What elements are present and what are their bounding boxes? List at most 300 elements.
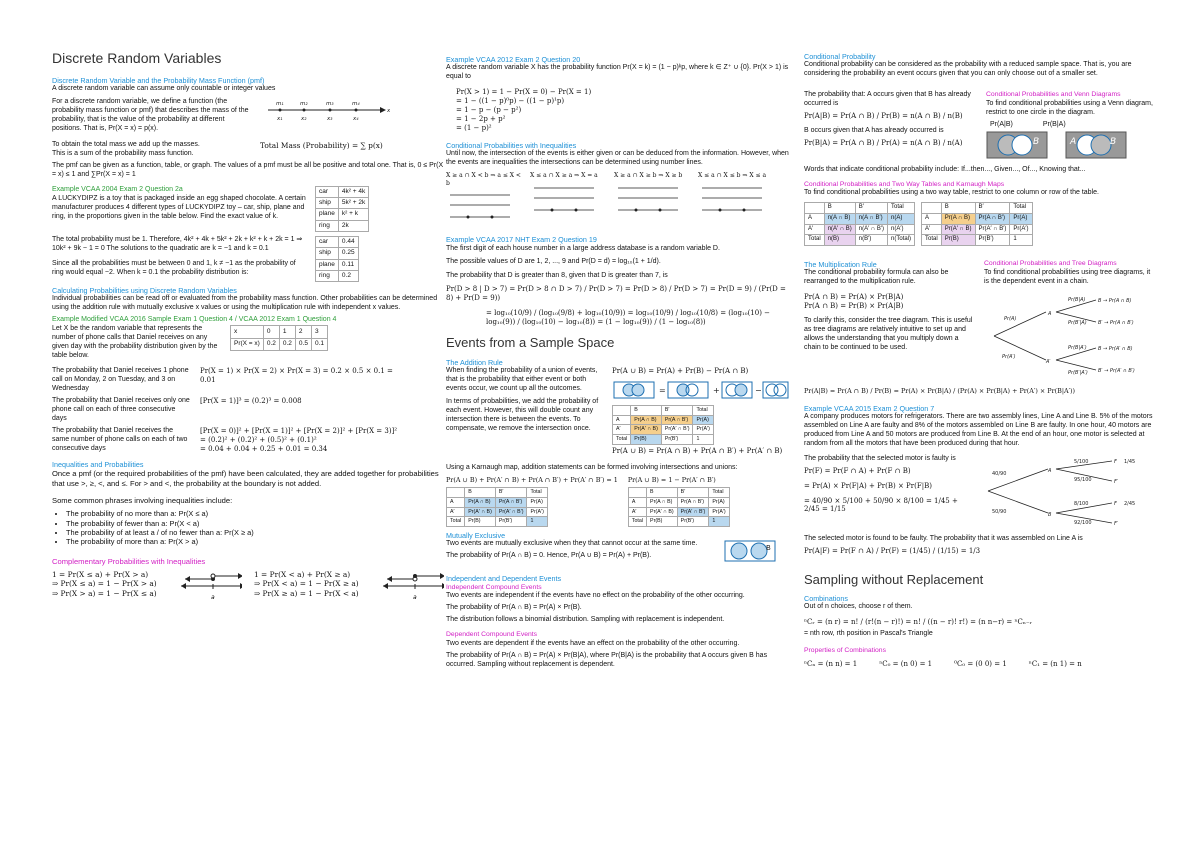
example-2-answer-c-1: [Pr(X = 0)]² + [Pr(X = 1)]² + [Pr(X = 2)]² + [Pr(X = 3)]² bbox=[200, 426, 398, 435]
two-way-probs-header-row bbox=[922, 203, 1033, 214]
luckydipz-value-cell: 0.2 bbox=[338, 270, 358, 281]
svg-text:Pr(B′|A): Pr(B′|A) bbox=[1068, 319, 1087, 326]
complement-left-line: ⇒ Pr(X ≤ a) = 1 − Pr(X > a) bbox=[52, 579, 157, 589]
dependent-text-1: Two events are dependent if the events have an effect on the probability of the other occurring. bbox=[446, 639, 740, 647]
phone-calls-cell: 0.1 bbox=[311, 338, 327, 351]
independent-text-2: The probability of Pr(A ∩ B) = Pr(A) × Pr(B). bbox=[446, 604, 582, 612]
combinations-formula: ⁿCᵣ = (n r) = n! / (r!(n − r)!) = n! / ((n − r)! r!) = (n n−r) = ⁿCₙ₋ᵣ bbox=[804, 618, 1033, 627]
karnaugh-addition-cell: Pr(A) bbox=[693, 415, 713, 425]
luckydipz-value-row bbox=[316, 248, 359, 259]
two-way-counts-cell: A′ bbox=[805, 224, 825, 235]
section-heading-conditional: Conditional Probability bbox=[804, 52, 876, 61]
example-heading-2: Example Modified VCAA 2016 Sample Exam 1 Question 4 / VCAA 2012 Exam 1 Question 4 bbox=[52, 316, 337, 324]
total-mass-formula: Total Mass (Probability) = ∑ p(x) bbox=[260, 140, 383, 150]
independent-text-1: Two events are independent if the events have no effect on the probability of the other occurring. bbox=[446, 592, 745, 600]
phrase-item: • The probability of more than a: Pr(X > a) bbox=[66, 537, 444, 546]
section-heading-cond-ineq: Conditional Probabilities with Inequalities bbox=[446, 140, 577, 150]
number-line-case bbox=[698, 172, 776, 231]
number-line-case-label: X ≤ a ∩ X ≤ b ⇒ X ≤ a bbox=[698, 172, 767, 180]
luckydipz-k-row bbox=[316, 209, 369, 220]
karnaugh-complement-cell: Pr(A′ ∩ B) bbox=[647, 507, 678, 517]
dependent-subheading: Dependent Compound Events bbox=[446, 631, 538, 639]
karnaugh-addition-cell: A bbox=[613, 415, 631, 425]
two-way-probs-header-cell: B bbox=[941, 203, 975, 214]
example-2-answer-a: Pr(X = 1) × Pr(X = 2) × Pr(X = 3) = 0.2 × 0.5 × 0.1 = 0.01 bbox=[200, 367, 393, 385]
phone-calls-cell: Pr(X = x) bbox=[231, 338, 264, 351]
section-heading-multiplication: The Multiplication Rule bbox=[804, 259, 877, 269]
venn-text: To find conditional probabilities using a Venn diagram, restrict to one circle in the diagram. bbox=[986, 99, 1153, 116]
two-way-probs-row bbox=[922, 235, 1033, 246]
phone-calls-header-cell: 1 bbox=[279, 326, 295, 339]
example-5-working-2: = Pr(A) × Pr(F|A) + Pr(B) × Pr(F|B) bbox=[804, 481, 932, 490]
example-4-question: The probability that D is greater than 8, given that D is greater than 7, is bbox=[446, 272, 668, 280]
section-title-sampling: Sampling without Replacement bbox=[804, 571, 984, 587]
two-way-counts-header-cell bbox=[805, 203, 825, 214]
karnaugh-union-row bbox=[447, 517, 548, 527]
svg-text:95/100: 95/100 bbox=[1074, 476, 1092, 483]
mutually-exclusive-text: Two events are mutually exclusive when they that cannot occur at the same time. bbox=[446, 540, 698, 548]
karnaugh-complement-header-cell: Total bbox=[709, 488, 729, 498]
karnaugh-complement-header-cell bbox=[628, 488, 646, 498]
karnaugh-union-cell: Pr(A ∩ B) bbox=[465, 497, 496, 507]
example-3-text: A discrete random variable X has the probability function Pr(X = k) = (1 − p)ᵏp, where k ∈ Z⁺ ∪ {0}. Pr(X > 1) is equal to bbox=[446, 64, 789, 81]
example-heading-3: Example VCAA 2012 Exam 2 Question 20 bbox=[446, 55, 581, 64]
karnaugh-addition-header-cell bbox=[613, 405, 631, 415]
pmf-intro: A discrete random variable can assume only countable or integer values bbox=[52, 85, 276, 93]
svg-text:x₃: x₃ bbox=[327, 116, 333, 123]
karnaugh-union-row bbox=[447, 507, 548, 517]
luckydipz-value-row bbox=[316, 259, 359, 270]
addition-formula: Pr(A ∪ B) = Pr(A) + Pr(B) − Pr(A ∩ B) bbox=[612, 367, 749, 376]
karnaugh-union-cell: A′ bbox=[447, 507, 465, 517]
svg-text:B: B bbox=[1033, 136, 1040, 147]
pascal-note: = nth row, rth position in Pascal's Triangle bbox=[804, 630, 933, 638]
two-way-probs-cell: Pr(A′) bbox=[1010, 224, 1032, 235]
karnaugh-union-cell: A bbox=[447, 497, 465, 507]
karnaugh-addition-cell: 1 bbox=[693, 435, 713, 445]
karnaugh-addition-cell: Pr(A′ ∩ B) bbox=[631, 425, 662, 435]
example-2-text: Let X be the random variable that represents the number of phone calls that Daniel receives on any given day with the probability distribution given by the table below. bbox=[52, 325, 218, 360]
luckydipz-value-row bbox=[316, 236, 359, 247]
number-line-case-label: X ≥ a ∩ X < b ⇒ a ≤ X < b bbox=[446, 172, 521, 187]
column-1 bbox=[52, 50, 444, 604]
section-heading-venn: Conditional Probabilities and Venn Diagrams bbox=[986, 91, 1121, 99]
phone-calls-cell: 0.5 bbox=[295, 338, 311, 351]
example-3-working-line: = 1 − ((1 − p)⁰p) − ((1 − p)¹p) bbox=[456, 97, 565, 106]
section-title-events: Events from a Sample Space bbox=[446, 335, 615, 351]
dependent-text-2: The probability of Pr(A ∩ B) = Pr(A) × Pr(B|A), where Pr(B|A) is the probability that A occurs given B has occurred. Sampling without replacement is dependent. bbox=[446, 651, 768, 668]
number-line-case bbox=[530, 172, 608, 231]
karnaugh-union-cell: Pr(B′) bbox=[495, 517, 527, 527]
karnaugh-union-header-cell: Total bbox=[527, 488, 547, 498]
example-5-question: The probability that the selected motor is faulty is bbox=[804, 454, 956, 462]
example-4-working-1: Pr(D > 8 | D > 7) = Pr(D > 8 ∩ D > 7) / Pr(D > 7) = Pr(D > 8) / Pr(D > 7) = Pr(D = 9) / (Pr(D = 8) + Pr(D = 9)) bbox=[446, 285, 786, 303]
svg-text:+: + bbox=[713, 386, 720, 395]
svg-text:m₄: m₄ bbox=[352, 101, 360, 108]
section-heading-pmf: Discrete Random Variable and the Probability Mass Function (pmf) bbox=[52, 75, 265, 85]
tree-conditional-formula: Pr(A|B) = Pr(A ∩ B) / Pr(B) = Pr(A) × Pr(B|A) / (Pr(A) × Pr(B|A) + Pr(A′) × Pr(B|A′)) bbox=[804, 387, 1076, 396]
two-way-probs-cell: Total bbox=[922, 235, 942, 246]
karnaugh-addition-header-cell: B′ bbox=[661, 405, 693, 415]
svg-text:1/45: 1/45 bbox=[1124, 458, 1136, 465]
karnaugh-statement-2: Pr(A ∪ B) = 1 − Pr(A′ ∩ B′) bbox=[627, 475, 716, 484]
multiplication-text-2: To clarify this, consider the tree diagram. This is useful as tree diagrams are relatively intuitive to set up and allows the understanding that you multiply down a chain to be continued to be used. bbox=[804, 316, 973, 351]
section-heading-inequalities: Inequalities and Probabilities bbox=[52, 459, 144, 469]
svg-text:2/45: 2/45 bbox=[1124, 500, 1136, 507]
two-way-counts-cell: n(A) bbox=[888, 213, 915, 224]
karnaugh-statement-1: Pr(A ∪ B) + Pr(A′ ∩ B) + Pr(A ∩ B′) + Pr(A′ ∩ B′) = 1 bbox=[446, 475, 618, 484]
conditional-words: Words that indicate conditional probability include: If...then..., Given..., Of..., Knowing that... bbox=[804, 165, 1086, 173]
phone-calls-header-cell: 0 bbox=[263, 326, 279, 339]
karnaugh-union-cell: Pr(A ∩ B′) bbox=[495, 497, 527, 507]
complement-right-line: ⇒ Pr(X ≥ a) = 1 − Pr(X < a) bbox=[254, 588, 359, 598]
two-way-probs-cell: Pr(B′) bbox=[975, 235, 1010, 246]
example-2-question-a: The probability that Daniel receives 1 phone call on Monday, 2 on Tuesday, and 3 on Wednesday bbox=[52, 367, 189, 392]
svg-text:F′: F′ bbox=[1114, 520, 1119, 527]
karnaugh-addition-cell: Pr(B′) bbox=[661, 435, 693, 445]
example-1-working: The total probability must be 1. Therefore, 4k² + 4k + 5k² + 2k + k² + k + 2k = 1 ⇒ 10k² + 9k − 1 = 0 The solutions to the quadratic are k = −1 and k = 0.1 bbox=[52, 235, 303, 252]
karnaugh-union-row bbox=[447, 497, 548, 507]
svg-text:F: F bbox=[1114, 458, 1117, 465]
karnaugh-complement-cell: A′ bbox=[628, 507, 646, 517]
svg-text:−: − bbox=[755, 386, 762, 395]
two-way-counts-row bbox=[805, 224, 915, 235]
number-line-case-label: X ≤ a ∩ X ≥ a ⇒ X = a bbox=[530, 172, 598, 180]
svg-text:m₂: m₂ bbox=[300, 101, 308, 108]
two-way-counts-cell: A bbox=[805, 213, 825, 224]
karnaugh-complement-cell: Total bbox=[628, 517, 646, 527]
tree-diagram bbox=[984, 290, 1154, 380]
karnaugh-union-header-row bbox=[447, 488, 548, 498]
example-heading-4: Example VCAA 2017 NHT Exam 2 Question 19 bbox=[446, 235, 597, 245]
svg-text:5/100: 5/100 bbox=[1074, 458, 1089, 465]
phone-calls-cell: 0.2 bbox=[263, 338, 279, 351]
karnaugh-union-header-cell: B bbox=[465, 488, 496, 498]
karnaugh-addition-cell: A′ bbox=[613, 425, 631, 435]
two-way-probs-header-cell bbox=[922, 203, 942, 214]
karnaugh-complement-header-cell: B′ bbox=[677, 488, 709, 498]
svg-text:x₄: x₄ bbox=[353, 116, 359, 123]
svg-text:A: A bbox=[1048, 467, 1052, 474]
luckydipz-k-cell: 4k² + 4k bbox=[338, 186, 368, 197]
luckydipz-k-cell: ship bbox=[316, 198, 339, 209]
example-heading-5: Example VCAA 2015 Exam 2 Question 7 bbox=[804, 403, 935, 413]
luckydipz-value-row bbox=[316, 270, 359, 281]
calc-text: Individual probabilities can be read off or evaluated from the probability mass function. Other probabilities can be determined using the addition rule with mutually exclusive x values or using the multiplication rule with independent x values. bbox=[52, 295, 438, 312]
two-way-counts-cell: n(A′ ∩ B) bbox=[824, 224, 855, 235]
combination-properties bbox=[804, 660, 1154, 669]
column-3 bbox=[804, 52, 1154, 669]
svg-text:=: = bbox=[659, 386, 666, 395]
column-2 bbox=[446, 55, 790, 673]
phrase-item: • The probability of no more than a: Pr(X ≤ a) bbox=[66, 509, 444, 518]
phone-calls-header-cell: x bbox=[231, 326, 264, 339]
karnaugh-addition-header-row bbox=[613, 405, 714, 415]
karnaugh-addition-cell: Total bbox=[613, 435, 631, 445]
pmf-definition: For a discrete random variable, we define a function (the probability mass function or pmf) that describes the mass of the probability, that is the value of the probability at different positions. That is, Pr(X = x) = p(x). bbox=[52, 98, 249, 132]
two-way-probs-cell: Pr(A′ ∩ B′) bbox=[975, 224, 1010, 235]
svg-text:F′: F′ bbox=[1114, 478, 1119, 485]
two-way-probs-cell: Pr(B) bbox=[941, 235, 975, 246]
addition-venn-row bbox=[612, 379, 790, 401]
multiplication-text: The conditional probability formula can also be rearranged to the multiplication rule. bbox=[804, 269, 949, 286]
motor-tree-diagram bbox=[982, 455, 1152, 527]
svg-text:8/100: 8/100 bbox=[1074, 500, 1089, 507]
number-line-case-graphic bbox=[446, 187, 516, 227]
phone-calls-cell: 0.2 bbox=[279, 338, 295, 351]
multiplication-formula-2: Pr(A ∩ B) = Pr(B) × Pr(A|B) bbox=[804, 301, 904, 310]
complement-left-line: 1 = Pr(X ≤ a) + Pr(X > a) bbox=[52, 569, 149, 579]
addition-text: When finding the probability of a union of events, that is the probability that either event or both events occur, we count up all the outcomes. bbox=[446, 367, 598, 392]
example-1-text: A LUCKYDIPZ is a toy that is packaged inside an egg shaped chocolate. A certain manufacturer produces 4 different types of LUCKYDIPZ toy – car, ship, plane and ring, in the proportions given in the table below. Find the exact value of k. bbox=[52, 194, 306, 220]
karnaugh-union-cell: Pr(A′ ∩ B) bbox=[465, 507, 496, 517]
svg-text:50/90: 50/90 bbox=[992, 508, 1007, 515]
independent-subheading: Independent Compound Events bbox=[446, 583, 542, 591]
total-mass-text: To obtain the total mass we add up the masses. bbox=[52, 140, 200, 148]
phrases-list bbox=[66, 509, 444, 547]
phrase-item: • The probability of fewer than a: Pr(X < a) bbox=[66, 519, 444, 528]
tree-text: To find conditional probabilities using tree diagrams, it is the dependent event in a chain. bbox=[984, 268, 1151, 285]
phone-calls-header-cell: 3 bbox=[311, 326, 327, 339]
number-line-case bbox=[446, 172, 524, 231]
karnaugh-intro: Using a Karnaugh map, addition statements can be formed involving intersections and unions: bbox=[446, 463, 738, 471]
karnaugh-complement-cell: Pr(B′) bbox=[677, 517, 709, 527]
number-line-cases bbox=[446, 172, 790, 231]
luckydipz-k-cell: 2k bbox=[338, 220, 368, 231]
two-way-counts-cell: n(A ∩ B) bbox=[824, 213, 855, 224]
section-heading-properties: Properties of Combinations bbox=[804, 647, 886, 655]
combination-property: ⁿC₀ = (n 0) = 1 bbox=[879, 659, 933, 668]
conditional-text: Conditional probability can be considered as the probability with a reduced sample space. That is, you are considering the probability an event occurs given that you can only choose out of a smaller set. bbox=[804, 61, 1132, 78]
complement-right-line: ⇒ Pr(X < a) = 1 − Pr(X ≥ a) bbox=[254, 579, 359, 589]
karnaugh-map-union bbox=[446, 487, 548, 527]
karnaugh-union-cell: Pr(A′ ∩ B′) bbox=[495, 507, 527, 517]
two-way-counts-cell: n(B′) bbox=[855, 235, 887, 246]
example-1-conclusion: Since all the probabilities must be between 0 and 1, k ≠ −1 as the probability of ring would equal −2. When k = 0.1 the probability distribution is: bbox=[52, 259, 296, 276]
example-3-working-line: Pr(X > 1) = 1 − Pr(X = 0) − Pr(X = 1) bbox=[456, 88, 592, 97]
two-way-probs-cell: Pr(A) bbox=[1010, 213, 1032, 224]
number-line-case-graphic bbox=[698, 180, 768, 220]
svg-text:m₁: m₁ bbox=[276, 101, 284, 108]
independent-text-3: The distribution follows a binomial distribution. Sampling with replacement is independent. bbox=[446, 616, 725, 624]
example-5-working-3: = 40/90 × 5/100 + 50/90 × 8/100 = 1/45 + 2/45 = 1/15 bbox=[804, 496, 958, 514]
karnaugh-complement-header-cell: B bbox=[647, 488, 678, 498]
example-2-answer-c-2: = (0.2)² + (0.2)² + (0.5)² + (0.1)² bbox=[200, 435, 317, 444]
venn-label-b-given-a: Pr(B|A) bbox=[1042, 120, 1066, 128]
conditional-a-formula: Pr(A|B) = Pr(A ∩ B) / Pr(B) = n(A ∩ B) / n(B) bbox=[804, 112, 963, 121]
example-4-text: The first digit of each house number in a large address database is a random variable D. bbox=[446, 244, 720, 252]
two-way-counts-cell: n(Total) bbox=[888, 235, 915, 246]
luckydipz-k-cell: ring bbox=[316, 220, 339, 231]
phone-calls-header-cell: 2 bbox=[295, 326, 311, 339]
karnaugh-complement-cell: 1 bbox=[709, 517, 729, 527]
karnaugh-map-addition bbox=[612, 405, 714, 445]
multiplication-formula-1: Pr(A ∩ B) = Pr(A) × Pr(B|A) bbox=[804, 293, 904, 302]
svg-text:B → Pr(A′ ∩ B): B → Pr(A′ ∩ B) bbox=[1098, 345, 1133, 352]
total-mass-text-2: This is a sum of the probability mass function. bbox=[52, 149, 194, 157]
combination-property: ⁿCₙ = (n n) = 1 bbox=[804, 659, 858, 668]
karnaugh-complement-header-row bbox=[628, 488, 729, 498]
conditional-b-text: B occurs given that A has already occurred is bbox=[804, 126, 944, 134]
example-5-working-1: Pr(F) = Pr(F ∩ A) + Pr(F ∩ B) bbox=[804, 466, 911, 475]
two-way-counts-header-cell: B bbox=[824, 203, 855, 214]
inequalities-text: Once a pmf (or the required probabilities of the pmf) have been calculated, they are added together for probabilities that use >, ≥, <, and ≤. For > and <, the probability at the boundary is not added. bbox=[52, 468, 439, 488]
two-way-probs-header-cell: Total bbox=[1010, 203, 1032, 214]
addition-formula-2: Pr(A ∪ B) = Pr(A ∩ B) + Pr(A ∩ B′) + Pr(A′ ∩ B) bbox=[612, 447, 783, 456]
luckydipz-k-cell: 5k² + 2k bbox=[338, 198, 368, 209]
luckydipz-k-cell: k² + k bbox=[338, 209, 368, 220]
karnaugh-complement-cell: Pr(A ∩ B) bbox=[647, 497, 678, 507]
number-line-case-label: X ≥ a ∩ X ≥ b ⇒ X ≥ b bbox=[614, 172, 683, 180]
svg-text:a: a bbox=[211, 593, 215, 601]
karnaugh-complement-row bbox=[628, 497, 729, 507]
two-way-counts-header-row bbox=[805, 203, 915, 214]
karnaugh-union-header-cell: B′ bbox=[495, 488, 527, 498]
two-way-counts-cell: n(B) bbox=[824, 235, 855, 246]
section-heading-calc: Calculating Probabilities using Discrete Random Variables bbox=[52, 286, 237, 296]
section-heading-combinations: Combinations bbox=[804, 594, 848, 604]
two-way-table-counts bbox=[804, 202, 915, 246]
cond-ineq-text: Until now, the intersection of the events is either given or can be deduced from the information. However, when the events are inequalities the intersections can be determined using number lines. bbox=[446, 150, 789, 167]
luckydipz-value-cell: 0.25 bbox=[338, 248, 358, 259]
two-way-probs-cell: Pr(A′ ∩ B) bbox=[941, 224, 975, 235]
svg-text:B: B bbox=[1048, 511, 1052, 518]
two-way-probs-cell: 1 bbox=[1010, 235, 1032, 246]
combination-property: ⁰C₀ = (0 0) = 1 bbox=[954, 659, 1007, 668]
section-heading-addition: The Addition Rule bbox=[446, 357, 503, 367]
two-way-probs-header-cell: B′ bbox=[975, 203, 1010, 214]
karnaugh-complement-cell: Pr(A′) bbox=[709, 507, 729, 517]
luckydipz-value-cell: ship bbox=[316, 248, 339, 259]
luckydipz-k-row bbox=[316, 198, 369, 209]
karnaugh-addition-cell: Pr(A′ ∩ B′) bbox=[661, 425, 693, 435]
example-2-question-c: The probability that Daniel receives the same number of phone calls on each of two consecutive days bbox=[52, 426, 188, 452]
svg-text:m₃: m₃ bbox=[326, 101, 334, 108]
example-heading-1: Example VCAA 2004 Exam 2 Question 2a bbox=[52, 185, 183, 193]
mutually-exclusive-venn bbox=[724, 540, 776, 562]
karnaugh-addition-cell: Pr(A′) bbox=[693, 425, 713, 435]
complement-left bbox=[52, 570, 169, 604]
karnaugh-addition-cell: Pr(A ∩ B) bbox=[631, 415, 662, 425]
svg-text:F: F bbox=[1114, 500, 1117, 507]
phrase-item: • The probability of at least a / of no fewer than a: Pr(X ≥ a) bbox=[66, 528, 444, 537]
two-way-probs-cell: A′ bbox=[922, 224, 942, 235]
section-heading-tree: Conditional Probabilities and Tree Diagrams bbox=[984, 259, 1117, 267]
svg-text:x: x bbox=[387, 108, 390, 115]
karnaugh-union-cell: 1 bbox=[527, 517, 547, 527]
two-way-text: To find conditional probabilities using a two way table, restrict to one column or row of the table. bbox=[804, 189, 1099, 197]
two-way-counts-cell: n(A ∩ B′) bbox=[855, 213, 887, 224]
svg-text:a: a bbox=[413, 593, 417, 601]
karnaugh-complement-row bbox=[628, 517, 729, 527]
luckydipz-value-cell: plane bbox=[316, 259, 339, 270]
example-3-working-line: = 1 − p − (p − p²) bbox=[456, 106, 522, 115]
phone-calls-table bbox=[230, 325, 328, 351]
conditional-venn-diagrams bbox=[986, 130, 1154, 160]
two-way-probs-row bbox=[922, 224, 1033, 235]
svg-text:Pr(A′): Pr(A′) bbox=[1002, 353, 1016, 360]
karnaugh-complement-cell: Pr(A′ ∩ B′) bbox=[677, 507, 709, 517]
luckydipz-table-values bbox=[315, 236, 359, 282]
svg-text:40/90: 40/90 bbox=[992, 470, 1007, 477]
example-2-question-b: The probability that Daniel receives only one phone call on each of three consecutive days bbox=[52, 396, 190, 422]
two-way-counts-row bbox=[805, 235, 915, 246]
karnaugh-addition-cell: Pr(A ∩ B′) bbox=[661, 415, 693, 425]
svg-text:B′ → Pr(A′ ∩ B′): B′ → Pr(A′ ∩ B′) bbox=[1098, 367, 1135, 374]
svg-text:A: A bbox=[1070, 136, 1077, 147]
mutually-exclusive-text-2: The probability of Pr(A ∩ B) = 0. Hence, Pr(A ∪ B) = Pr(A) + Pr(B). bbox=[446, 552, 652, 560]
conditional-a-text: The probability that: A occurs given that B has already occurred is bbox=[804, 91, 971, 108]
svg-text:x₁: x₁ bbox=[277, 116, 283, 123]
svg-text:B: B bbox=[766, 544, 771, 553]
phrases-intro: Some common phrases involving inequalities include: bbox=[52, 496, 233, 506]
karnaugh-complement-cell: Pr(A ∩ B′) bbox=[677, 497, 709, 507]
two-way-counts-header-cell: Total bbox=[888, 203, 915, 214]
page-title: Discrete Random Variables bbox=[52, 50, 222, 66]
luckydipz-value-cell: 0.11 bbox=[338, 259, 358, 270]
number-line-case-graphic bbox=[614, 180, 684, 220]
section-heading-complementary: Complementary Probabilities with Inequalities bbox=[52, 556, 206, 566]
svg-text:Pr(B′|A′): Pr(B′|A′) bbox=[1068, 369, 1088, 376]
venn-label-a-given-b: Pr(A|B) bbox=[990, 120, 1013, 128]
section-heading-two-way: Conditional Probabilities and Two Way Tables and Karnaugh Maps bbox=[804, 180, 1005, 188]
example-4-pmf: The possible values of D are 1, 2, ..., 9 and Pr(D = d) = log₁₀(1 + 1/d). bbox=[446, 258, 661, 266]
example-3-working-line: = 1 − 2p + p² bbox=[456, 114, 506, 123]
luckydipz-value-cell: car bbox=[316, 236, 339, 247]
example-2-answer-c-3: = 0.04 + 0.04 + 0.25 + 0.01 = 0.34 bbox=[200, 444, 328, 453]
karnaugh-addition-header-cell: B bbox=[631, 405, 662, 415]
karnaugh-complement-row bbox=[628, 507, 729, 517]
karnaugh-union-cell: Pr(B) bbox=[465, 517, 496, 527]
complement-number-line-right bbox=[379, 570, 444, 604]
karnaugh-map-complement bbox=[628, 487, 730, 527]
example-5-question-2: The selected motor is found to be faulty. The probability that it was assembled on Line A is bbox=[804, 534, 1083, 542]
karnaugh-addition-row bbox=[613, 425, 714, 435]
example-3-working bbox=[456, 88, 790, 133]
two-way-probs-cell: Pr(A ∩ B′) bbox=[975, 213, 1010, 224]
karnaugh-complement-cell: Pr(A) bbox=[709, 497, 729, 507]
karnaugh-union-cell: Pr(A) bbox=[527, 497, 547, 507]
luckydipz-value-cell: ring bbox=[316, 270, 339, 281]
karnaugh-complement-cell: A bbox=[628, 497, 646, 507]
luckydipz-table-k bbox=[315, 186, 369, 232]
luckydipz-k-cell: plane bbox=[316, 209, 339, 220]
combination-property: ⁿC₁ = (n 1) = n bbox=[1028, 659, 1082, 668]
example-5-working-4: Pr(A|F) = Pr(F ∩ A) / Pr(F) = (1/45) / (1/15) = 1/3 bbox=[804, 546, 981, 555]
luckydipz-k-cell: car bbox=[316, 186, 339, 197]
karnaugh-union-cell: Pr(A′) bbox=[527, 507, 547, 517]
example-2-answer-b: [Pr(X = 1)]³ = (0.2)³ = 0.008 bbox=[200, 396, 302, 405]
svg-text:B: B bbox=[1110, 136, 1117, 147]
luckydipz-k-row bbox=[316, 220, 369, 231]
number-line-case bbox=[614, 172, 692, 231]
svg-text:x₂: x₂ bbox=[301, 116, 307, 123]
section-heading-mutually-exclusive: Mutually Exclusive bbox=[446, 531, 506, 541]
two-way-probs-cell: Pr(A ∩ B) bbox=[941, 213, 975, 224]
example-4-working-2: = log₁₀(10/9) / (log₁₀(9/8) + log₁₀(10/9)) = log₁₀(10/9) / log₁₀(10/8) = (log₁₀(10) − log₁₀(9)) / (log₁₀(10) − log₁₀(8)) = (1 − log₁₀(9)) / (1 − log₁₀(8)) bbox=[486, 309, 771, 327]
two-way-probs-row bbox=[922, 213, 1033, 224]
complement-right-line: 1 = Pr(X < a) + Pr(X ≥ a) bbox=[254, 569, 351, 579]
karnaugh-union-header-cell bbox=[447, 488, 465, 498]
svg-text:Pr(B|A′): Pr(B|A′) bbox=[1068, 344, 1087, 351]
complement-number-line-left bbox=[177, 570, 242, 604]
two-way-counts-row bbox=[805, 213, 915, 224]
section-heading-independent: Independent and Dependent Events bbox=[446, 574, 562, 584]
karnaugh-addition-row bbox=[613, 415, 714, 425]
svg-text:B → Pr(A ∩ B): B → Pr(A ∩ B) bbox=[1098, 297, 1132, 304]
svg-text:A′: A′ bbox=[1046, 358, 1051, 365]
example-5-text: A company produces motors for refrigerators. There are two assembly lines, Line A and Line B. 5% of the motors assembled on Line A are faulty and 8% of the motors assembled on Line B are faulty. In one hour, 40 motors are produced from Line A and 50 motors are produced from Line B. At the end of an hour, one motor is selected at random from all the motors that have been produced during that hour. bbox=[804, 412, 1153, 447]
